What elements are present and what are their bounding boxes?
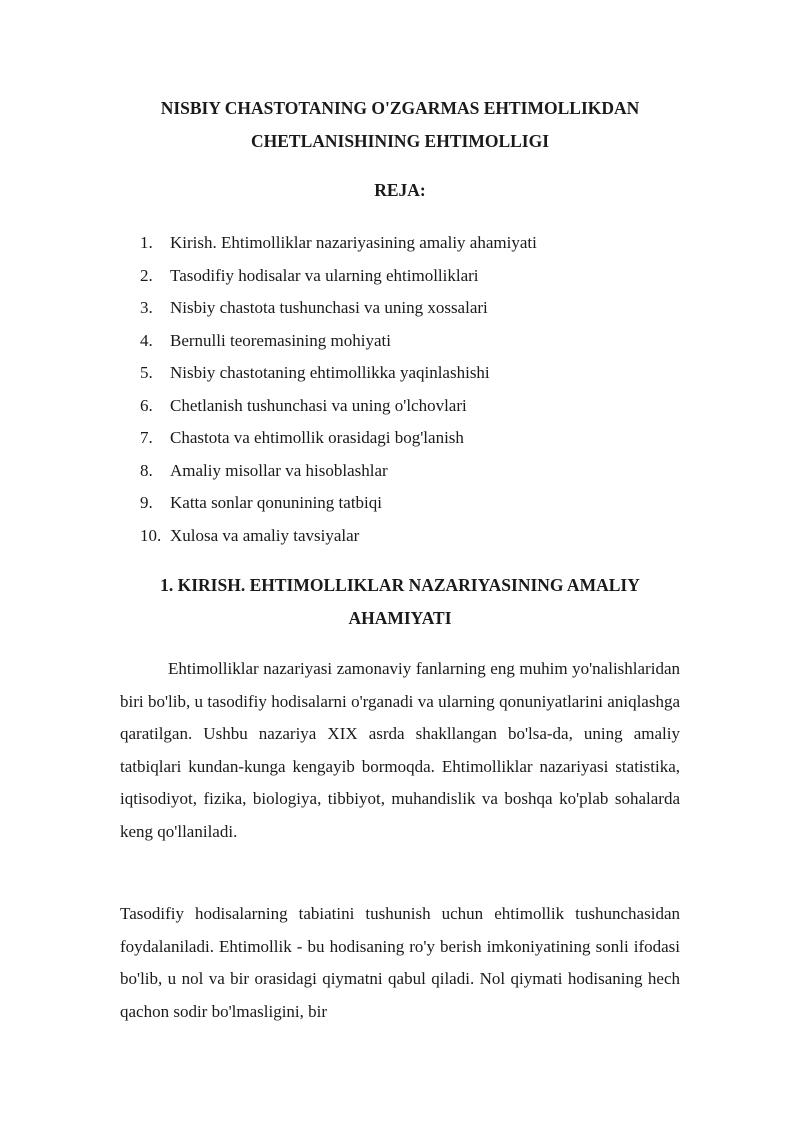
plan-item-text: Katta sonlar qonunining tatbiqi bbox=[170, 493, 382, 512]
plan-item-number: 10. bbox=[140, 525, 162, 545]
plan-item-text: Nisbiy chastota tushunchasi va uning xossalari bbox=[170, 298, 488, 317]
plan-item-text: Bernulli teoremasining mohiyati bbox=[170, 330, 391, 350]
plan-item-text: Chetlanish tushunchasi va uning o'lchovlari bbox=[170, 395, 467, 415]
plan-item-number: 8. bbox=[140, 460, 153, 480]
plan-item-text: Tasodifiy hodisalar va ularning ehtimolliklari bbox=[170, 265, 479, 285]
plan-item-text: Nisbiy chastotaning ehtimollikka yaqinlashishi bbox=[170, 363, 490, 382]
plan-item-number: 5. bbox=[140, 363, 153, 382]
plan-heading: REJA: bbox=[374, 180, 426, 200]
plan-item-text: Xulosa va amaliy tavsiyalar bbox=[170, 525, 360, 545]
plan-item-text: Amaliy misollar va hisoblashlar bbox=[170, 460, 388, 480]
plan-item-number: 4. bbox=[140, 330, 153, 350]
body-paragraph: Ehtimolliklar nazariyasi zamonaviy fanlarning eng muhim yo'nalishlaridan biri bo'lib, u tasodifiy hodisalarni o'rganadi va ularning qonuniyatlarini aniqlashga qaratilgan. Ushbu nazariya XIX asrda shakllangan bo'lsa-da, uning amaliy tatbiqlari kundan-kunga kengayib bormoqda. Ehtimolliklar nazariyasi statistika, iqtisodiyot, fizika, biologiya, tibbiyot, muhandislik va boshqa ko'plab sohalarda keng qo'llaniladi. bbox=[120, 659, 680, 841]
plan-item-number: 3. bbox=[140, 298, 153, 317]
plan-item-number: 9. bbox=[140, 493, 153, 512]
plan-item-number: 1. bbox=[140, 233, 153, 252]
plan-item-number: 2. bbox=[140, 265, 153, 285]
document-title: NISBIY CHASTOTANING O'ZGARMAS EHTIMOLLIKDAN CHETLANISHINING EHTIMOLLIGI bbox=[160, 98, 640, 151]
plan-item-text: Kirish. Ehtimolliklar nazariyasining amaliy ahamiyati bbox=[170, 233, 537, 252]
section-heading: 1. KIRISH. EHTIMOLLIKLAR NAZARIYASINING AMALIY AHAMIYATI bbox=[160, 575, 640, 628]
plan-item-number: 7. bbox=[140, 428, 153, 447]
plan-item-number: 6. bbox=[140, 395, 153, 415]
plan-item-text: Chastota va ehtimollik orasidagi bog'lanish bbox=[170, 428, 464, 447]
body-paragraph: Tasodifiy hodisalarning tabiatini tushunish uchun ehtimollik tushunchasidan foydalaniladi. Ehtimollik - bu hodisaning ro'y berish imkoniyatining sonli ifodasi bo'lib, u nol va bir orasidagi qiymatni qabul qiladi. Nol qiymati hodisaning hech qachon sodir bo'lmasligini, bir bbox=[120, 904, 680, 1021]
